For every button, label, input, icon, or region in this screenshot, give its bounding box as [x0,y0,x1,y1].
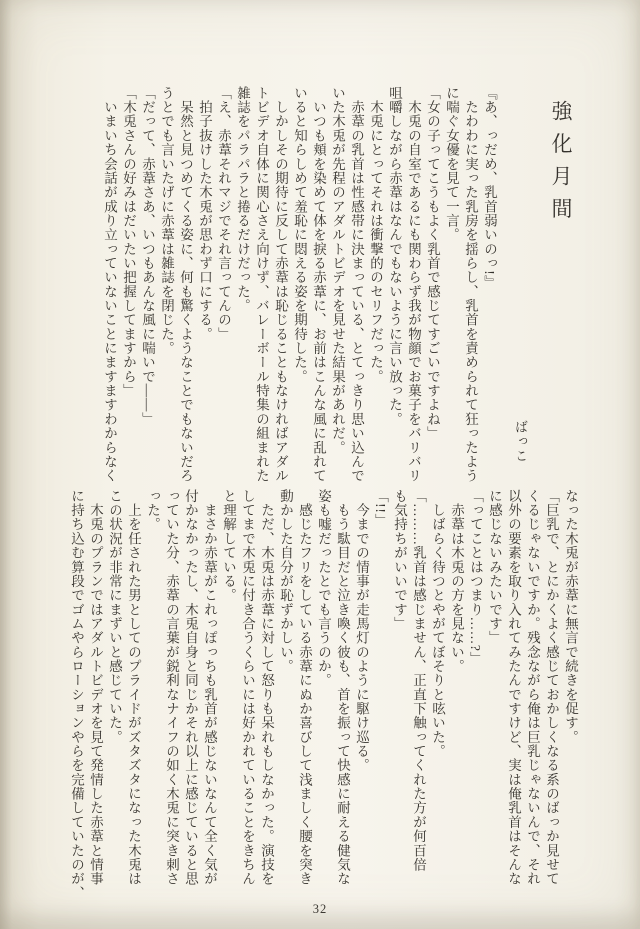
text-column: 「木兎さんの好みはだいたい把握してますから」 [121,86,136,398]
text-column: してまで木兎に付き合うくらいには好かれていることをきちん [240,489,255,886]
text-column: 呆然と見つめてくる姿に、何も驚くようなことでもないだろ [178,86,193,483]
text-column: 拍子抜けした木兎が思わず口にする。 [197,86,212,342]
text-column: 「………乳首は感じません、正直下触ってくれた方が何百倍 [411,489,426,872]
text-column: 雑誌をパラパラと捲るだけだった。 [235,86,250,313]
author-name: ばっこ [513,420,528,464]
text-column: った。 [145,489,160,532]
text-column: に喘ぐ女優を見て一言。 [444,86,459,242]
text-column: 「巨乳で、とにかくよく感じておかしくなる系のばっか見せて [544,489,559,886]
text-column: 「だって、赤葦さあ、いつもあんな風に喘いで――」 [140,86,155,427]
text-column: 以外の要素を取り入れてみたんですけど、実は俺乳首はそんな [506,489,521,886]
text-column: いた木兎が先程のアダルトビデオを見せた結果があれだ。 [330,86,345,455]
page-title: 強化月間 [549,100,573,231]
text-column: この状況が非常にまずいと感じていた。 [107,489,122,745]
text-column: 感じたフリをしている赤葦にぬか喜びして浅ましく腰を突き [297,489,312,886]
text-column: 「!!」 [373,489,388,528]
text-column: いまいち会話が成り立っていないことにますますわからなく [102,86,117,483]
text-column: なった木兎が赤葦に無言で続きを促す。 [563,489,578,745]
text-column: 上を任された男としてのプライドがズタズタになった木兎は [126,489,141,886]
text-column: 姿も嘘だったとでも言うのか。 [316,489,331,688]
text-column: 赤葦は木兎の方を見ない。 [449,489,464,674]
text-column: に感じないみたいです」 [487,489,502,645]
text-column: 「女の子ってこうもよく乳首で感じてすごいですよね」 [425,86,440,441]
page-number: 32 [312,902,328,916]
text-column: 木兎の自室であるにも関わらず我が物顔でお菓子をバリバリ [406,86,421,483]
text-column: いると知らしめて羞恥に悶える姿を期待した。 [292,86,307,384]
text-column: と理解している。 [221,489,236,603]
text-column: もう駄目だと泣き喚く彼も、首を振って快感に耐える健気な [335,489,350,886]
text-column: 赤葦の乳首は性感帯に決まっている、とてっきり思い込んで [349,86,364,483]
text-column: 動かした自分が恥ずかしい。 [278,489,293,674]
text-column: 「え、赤葦それマジでそれ言ってんの」 [216,86,231,342]
text-column: くるじゃないですか。残念ながら俺は巨乳じゃないんで、それ [525,489,540,886]
text-column: 咀嚼しながら赤葦はなんでもないように言い放った。 [387,86,402,427]
text-column: いつも頬を染めて体を捩る赤葦に、お前はこんな風に乱れて [311,86,326,483]
text-column: まさか赤葦がこれっぽっちも乳首が感じないなんて全く気が [202,489,217,886]
text-column: 「ってことはつまり……?」 [468,489,483,666]
text-block-bottom [67,489,580,911]
text-column: 付かなかったし、木兎自身と同じかそれ以上に感じていると思 [183,489,198,886]
text-column: っていた分、赤葦の言葉が鋭利なナイフの如く木兎に突き刺さ [164,489,179,886]
text-column: に持ち込む算段でゴムやらローションやらを完備していたのが、 [69,489,84,901]
text-column: トビデオ自体に関心さえ向けず、バレーボール特集の組まれた [254,86,269,483]
text-column: 『あ、っだめ、乳首弱いのっ!』 [482,86,497,290]
text-column: たわわに実った乳房を揺らし、乳首を責められて狂ったよう [463,86,478,483]
text-block-top [100,86,578,483]
text-column: 木兎にとってそれは衝撃的のセリフだった。 [368,86,383,384]
text-column: しかしその期待に反して赤葦は恥じることもなければアダル [273,86,288,483]
text-column: しばらく待つとやがてぼそりと呟いた。 [430,489,445,759]
text-column: も気持ちがいいです」 [392,489,407,631]
text-column: 今までの情事が走馬灯のように駆け巡る。 [354,489,369,773]
text-column: 木兎のプランではアダルトビデオを見て発情した赤葦と情事 [88,489,103,886]
text-column: ただ、木兎は赤葦に対して怒りも呆れもしなかった。演技を [259,489,274,886]
text-column: うとでも言いたげに赤葦は雑誌を閉じた。 [159,86,174,356]
